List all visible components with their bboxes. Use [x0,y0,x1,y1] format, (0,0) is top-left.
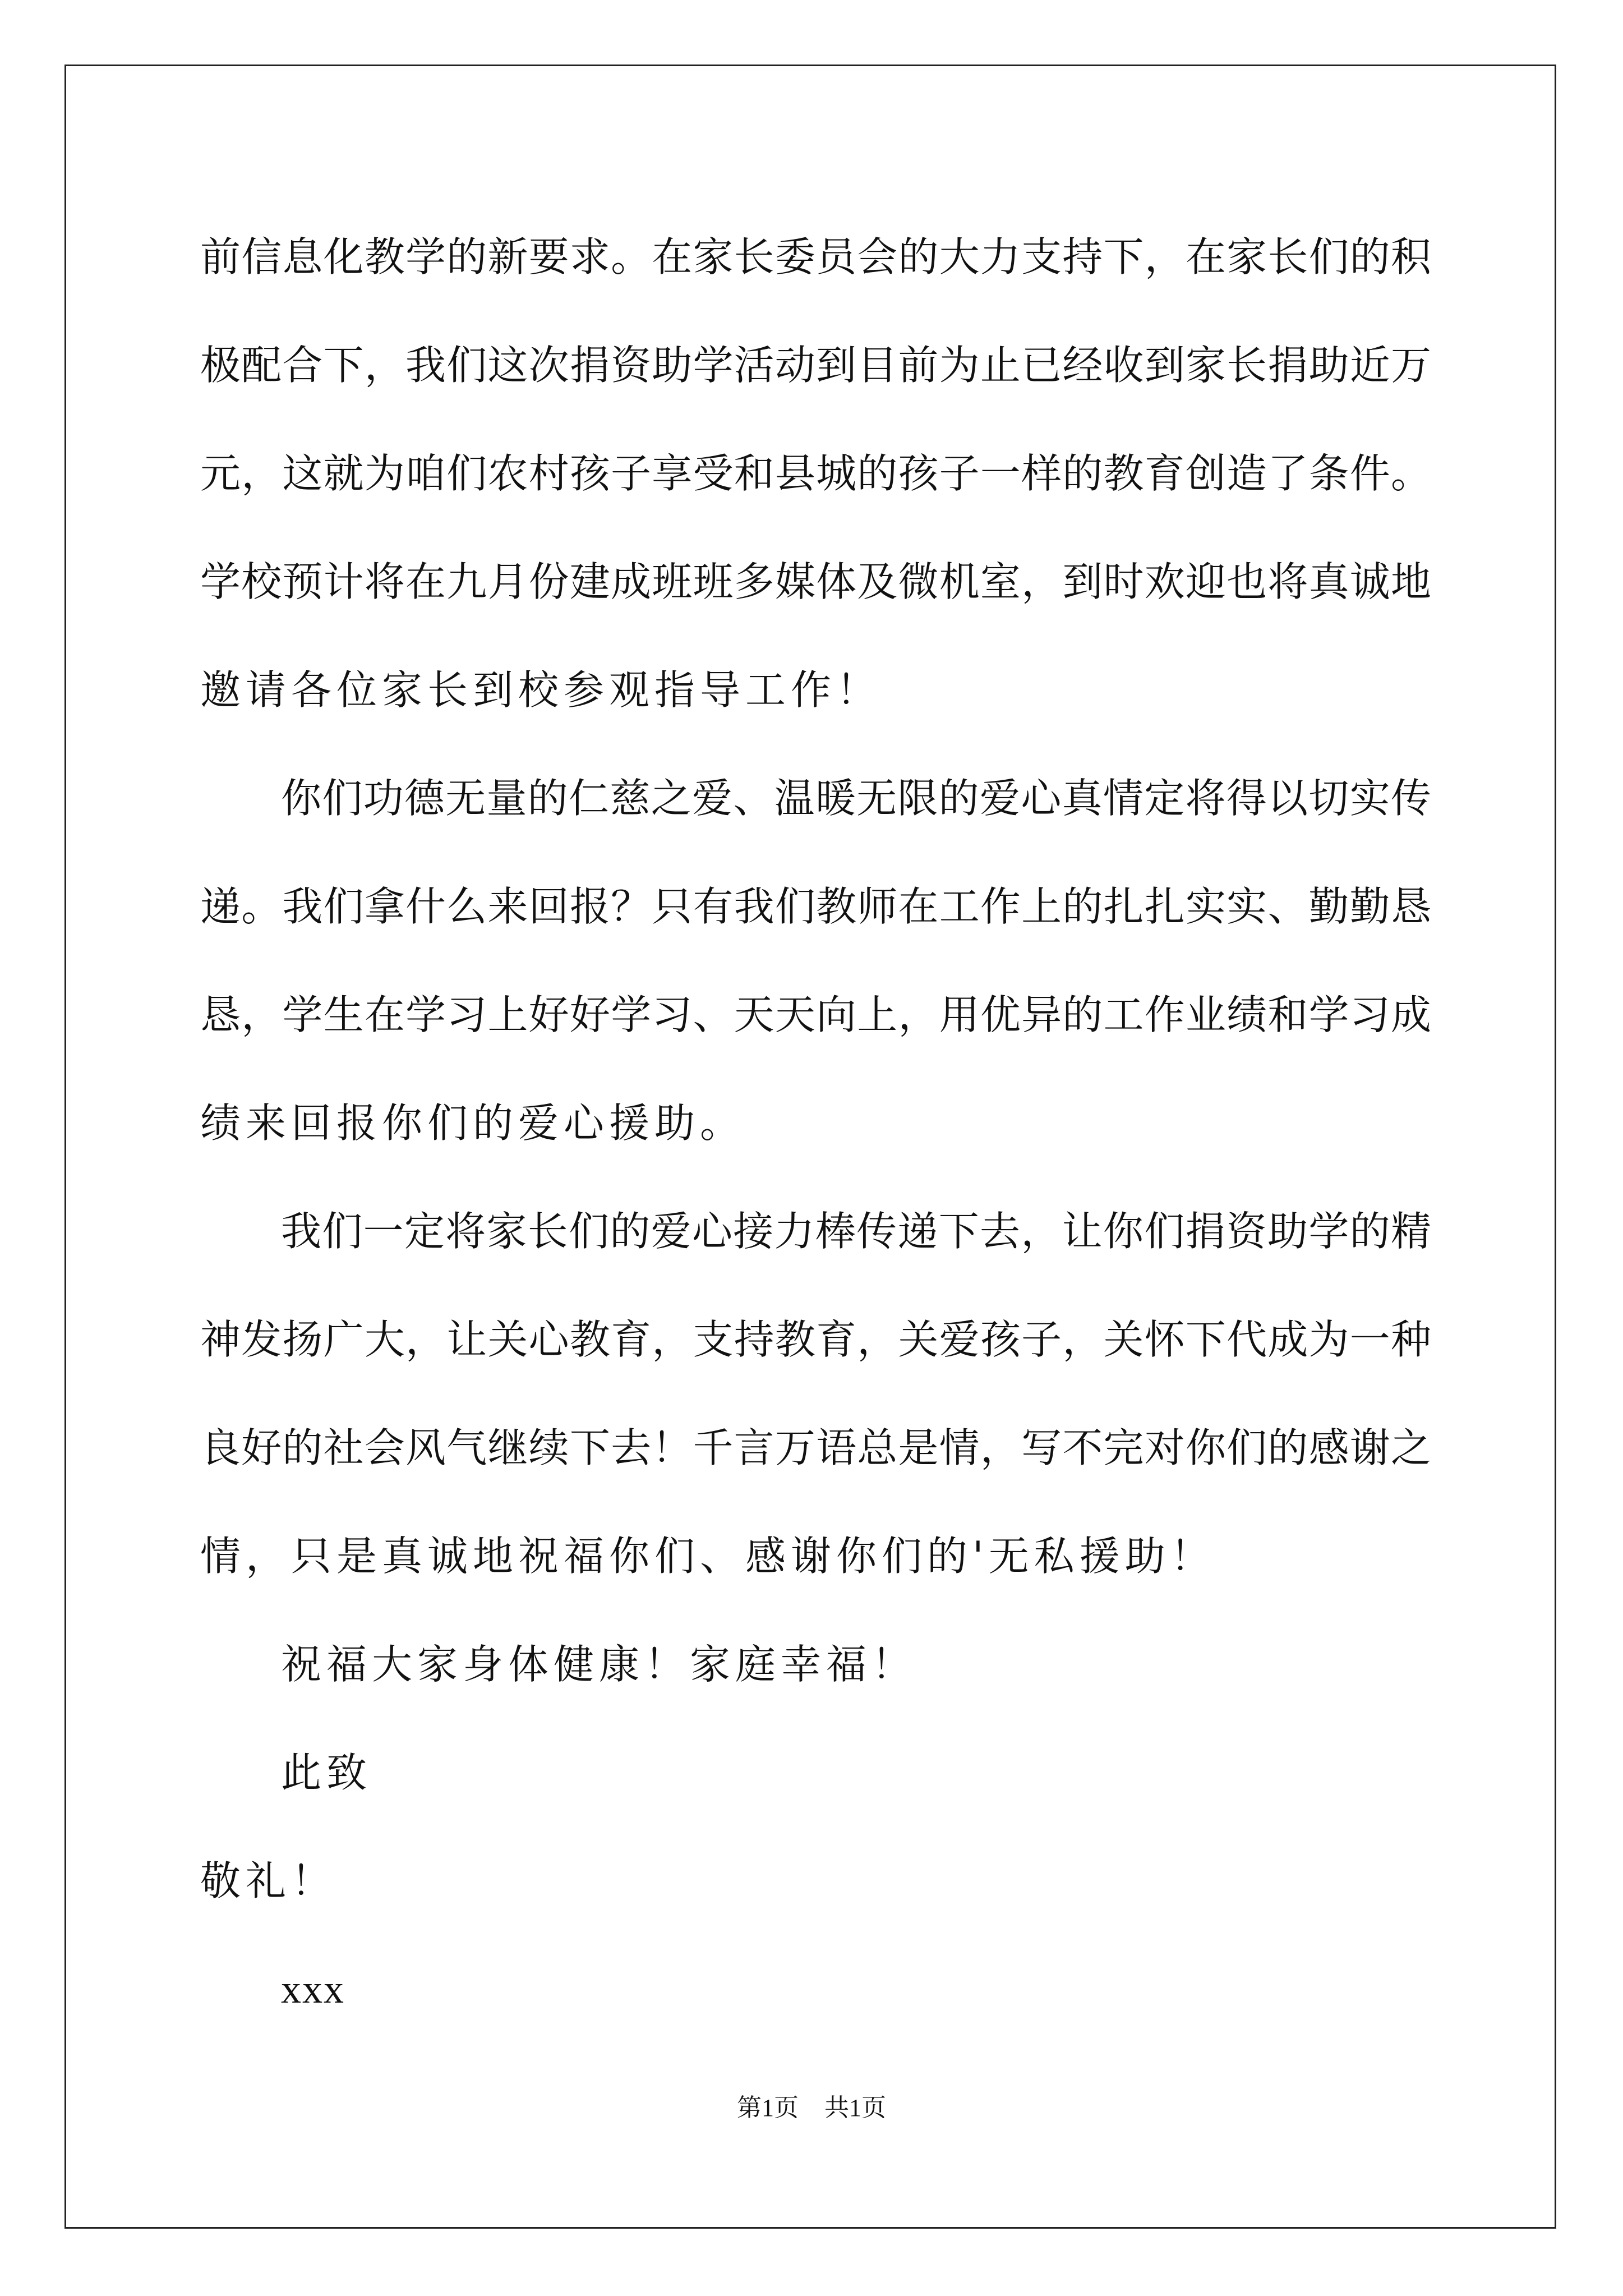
text-line: 恳，学生在学习上好好学习、天天向上，用优异的工作业绩和学习成 [200,991,1431,1038]
text-line: 学校预计将在九月份建成班班多媒体及微机室，到时欢迎也将真诚地 [200,558,1431,605]
text-line: 极配合下，我们这次捐资助学活动到目前为止已经收到家长捐助近万 [200,342,1431,389]
text-line: 邀请各位家长到校参观指导工作！ [200,666,882,714]
text-line: 良好的社会风气继续下去！千言万语总是情，写不完对你们的感谢之 [200,1424,1431,1471]
text-line: 元，这就为咱们农村孩子享受和县城的孩子一样的教育创造了条件。 [200,450,1431,497]
closing-regards: 敬礼！ [200,1857,337,1904]
text-line: 神发扬广大，让关心教育，支持教育，关爱孩子，关怀下代成为一种 [200,1316,1431,1363]
page-total: 共1页 [824,2094,886,2122]
page-footer [0,2091,1623,2125]
text-line: 情，只是真诚地祝福你们、感谢你们的'无私援助！ [200,1533,1216,1580]
text-line: 绩来回报你们的爱心援助。 [200,1099,746,1147]
blessing-line: 祝福大家身体健康！家庭幸福！ [281,1641,917,1688]
text-line: 递。我们拿什么来回报？只有我们教师在工作上的扎扎实实、勤勤恳 [200,883,1431,930]
paragraph-first-line: 我们一定将家长们的爱心接力棒传递下去，让你们捐资助学的精 [281,1208,1431,1255]
signature: xxx [281,1967,345,2012]
closing-salutation: 此致 [281,1749,372,1796]
paragraph-first-line: 你们功德无量的仁慈之爱、温暖无限的爱心真情定将得以切实传 [281,775,1431,822]
page-number: 第1页 [737,2094,799,2122]
text-line: 前信息化教学的新要求。在家长委员会的大力支持下，在家长们的积 [200,233,1431,280]
